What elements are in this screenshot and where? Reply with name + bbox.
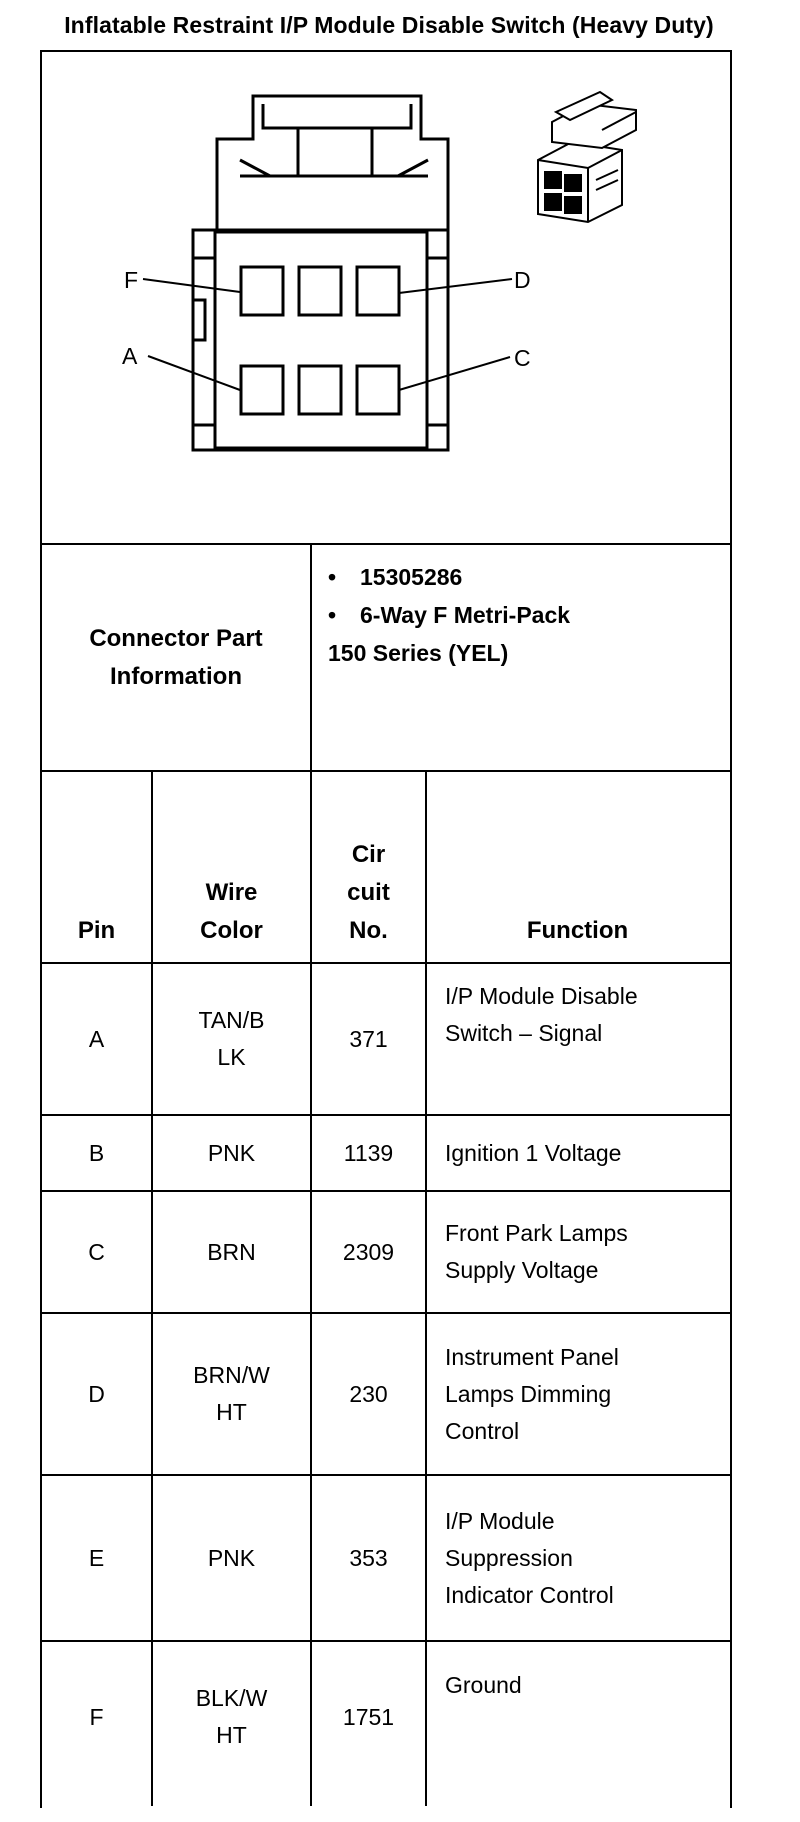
row-b-function: Ignition 1 Voltage: [445, 1139, 622, 1166]
connector-type: 6-Way F Metri-Pack: [360, 602, 571, 628]
row-e-circuit: 353: [349, 1544, 388, 1571]
row-d-function-line2: Lamps Dimming: [445, 1380, 612, 1407]
pin-label-d: D: [514, 267, 531, 293]
row-a-wire-line1: TAN/B: [198, 1007, 265, 1033]
row-f-pin: F: [89, 1703, 104, 1730]
connector-info-label-line1: Connector Part: [89, 624, 263, 652]
row-a-wire: [153, 964, 310, 1114]
row-d-wire-line1: BRN/W: [193, 1362, 270, 1388]
row-c-function-line1: Front Park Lamps: [445, 1220, 628, 1246]
pin-label-a: A: [122, 343, 138, 369]
header-circuit-no: [312, 772, 425, 962]
row-c-function: [445, 1192, 725, 1312]
row-d-function: [445, 1314, 725, 1474]
connector-series: 150 Series (YEL): [328, 640, 509, 666]
row-f-wire-line2: HT: [216, 1722, 247, 1748]
header-circuit-line2: cuit: [347, 879, 390, 906]
page-title: Inflatable Restraint I/P Module Disable Switch (Heavy Duty): [64, 12, 714, 38]
row-b-circuit: 1139: [343, 1139, 394, 1166]
connector-diagram: [0, 0, 800, 560]
row-a-pin: A: [88, 1025, 105, 1052]
row-a-function-line2: Switch – Signal: [445, 1020, 603, 1046]
pin-label-f: F: [124, 267, 139, 293]
row-d-wire: [153, 1314, 310, 1474]
row-d-function-line1: Instrument Panel: [445, 1343, 619, 1370]
row-e-function-line2: Suppression: [445, 1544, 573, 1571]
bullet-icon: •: [328, 602, 337, 628]
row-f-circuit: 1751: [342, 1703, 395, 1730]
header-function-text: Function: [526, 917, 629, 944]
connector-3d-illustration: [538, 92, 636, 222]
row-b-pin: B: [88, 1139, 105, 1166]
connector-info-label-line2: Information: [110, 662, 242, 690]
row-a-function: [445, 940, 725, 1090]
bullet-icon: •: [328, 564, 337, 590]
row-b-wire: PNK: [207, 1139, 256, 1166]
header-function: [427, 772, 728, 962]
row-a-circuit: 371: [349, 1025, 388, 1052]
header-circuit-line3: No.: [349, 917, 388, 944]
row-c-function-line2: Supply Voltage: [445, 1257, 599, 1283]
row-d-wire-line2: HT: [216, 1399, 247, 1425]
row-a-wire-line2: LK: [217, 1044, 246, 1070]
row-a-function-line1: I/P Module Disable: [445, 983, 638, 1009]
header-pin-text: Pin: [77, 917, 116, 944]
row-e-wire: PNK: [207, 1544, 256, 1571]
connector-info-list: [328, 558, 570, 672]
part-number: 15305286: [360, 564, 463, 590]
row-c-wire: BRN: [207, 1238, 256, 1265]
connector-info-label: [42, 545, 310, 770]
row-e-pin: E: [88, 1544, 105, 1571]
row-f-function: Ground: [445, 1671, 522, 1698]
row-e-function-line3: Indicator Control: [445, 1581, 614, 1608]
row-f-wire: [153, 1642, 310, 1792]
pin-leader-lines: [143, 279, 512, 390]
row-f-wire-line1: BLK/W: [195, 1685, 268, 1711]
header-wire-color-line2: Color: [200, 917, 263, 944]
row-d-pin: D: [88, 1380, 105, 1407]
header-circuit-line1: Cir: [351, 841, 386, 868]
connector-face-drawing: [193, 96, 448, 450]
row-e-function-line1: I/P Module: [445, 1507, 555, 1534]
row-c-circuit: 2309: [342, 1238, 395, 1265]
header-wire-color-line1: Wire: [205, 879, 258, 906]
row-c-pin: C: [88, 1238, 105, 1265]
row-d-function-line3: Control: [445, 1417, 520, 1444]
header-pin: [42, 772, 151, 962]
header-wire-color: [153, 772, 310, 962]
row-d-circuit: 230: [349, 1380, 388, 1407]
pin-label-c: C: [514, 345, 531, 371]
